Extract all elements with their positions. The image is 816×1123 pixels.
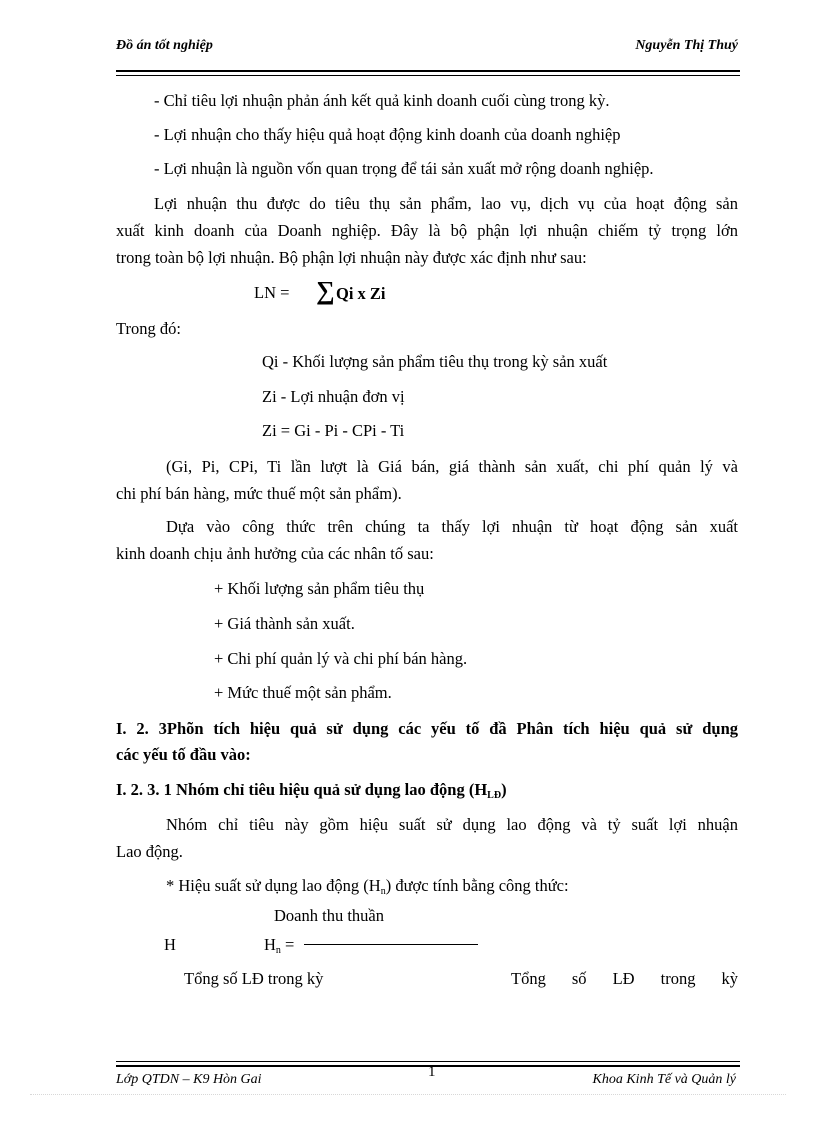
fraction-denominator-right: [511, 969, 738, 989]
factor-volume: + Khối lượng sản phẩm tiêu thụ: [214, 579, 425, 598]
bullet-profit-result: - Chỉ tiêu lợi nhuận phản ánh kết quả kinh doanh cuối cùng trong kỳ.: [154, 91, 610, 110]
fraction-lhs-h: H: [264, 935, 276, 954]
factor-expenses: + Chi phí quản lý và chi phí bán hàng.: [214, 649, 468, 668]
header-rule-top: [116, 70, 740, 72]
para3-line2: Lao động.: [116, 842, 183, 861]
def-z: Zi - Lợi nhuận đơn vị: [262, 387, 405, 406]
ln-formula-rhs: Qi x Zi: [336, 284, 386, 303]
denominator-word: kỳ: [721, 969, 738, 988]
header-rule-bottom: [116, 75, 740, 76]
bullet-profit-capital: - Lợi nhuận là nguồn vốn quan trọng để tái sản xuất mở rộng doanh nghiệp.: [154, 159, 654, 178]
denominator-word: LĐ: [612, 969, 635, 988]
footer-left: Lớp QTDN – K9 Hòn Gai: [116, 1072, 262, 1087]
fraction-lhs-sub: n: [275, 945, 281, 956]
para3-line1: Nhóm chỉ tiêu này gồm hiệu suất sử dụng lao động và tỷ suất lợi nhuận: [166, 815, 738, 834]
hn-intro-pre: * Hiệu suất sử dụng lao động (H: [166, 876, 381, 895]
footer-right: Khoa Kinh Tế và Quản lý: [592, 1072, 736, 1087]
para1-line2: xuất kinh doanh của Doanh nghiệp. Đây là bộ phận lợi nhuận chiếm tỷ trọng lớn: [116, 221, 738, 240]
sum-symbol: ∑: [316, 276, 335, 305]
heading-i231-text: I. 2. 3. 1 Nhóm chỉ tiêu hiệu quả sử dụng lao động (H: [116, 780, 488, 799]
heading-i23-line1: I. 2. 3Phõn tích hiệu quả sử dụng các yếu tố đầ Phân tích hiệu quả sử dụng: [116, 719, 738, 738]
heading-i23-line2: các yếu tố đầu vào:: [116, 745, 251, 764]
hn-intro-sub: n: [380, 886, 386, 897]
heading-i231: [116, 780, 507, 801]
def-eq: Zi = Gi - Pi - CPi - Ti: [262, 421, 405, 440]
hn-intro: [166, 876, 569, 897]
para1-line3: trong toàn bộ lợi nhuận. Bộ phận lợi nhuận này được xác định như sau:: [116, 248, 587, 267]
page-number: 1: [428, 1064, 436, 1080]
para2-line2: kinh doanh chịu ảnh hưởng của các nhân tố sau:: [116, 544, 434, 563]
note-line1: (Gi, Pi, CPi, Ti lần lượt là Giá bán, giá thành sản xuất, chi phí quản lý và: [166, 457, 738, 476]
footer-rule-top: [116, 1061, 740, 1062]
factor-cost: + Giá thành sản xuất.: [214, 614, 355, 633]
bullet-profit-efficiency: - Lợi nhuận cho thấy hiệu quả hoạt động kinh doanh của doanh nghiệp: [154, 125, 621, 144]
denominator-word: Tổng: [511, 969, 546, 988]
fraction-h-left: H: [164, 935, 176, 954]
header-right: Nguyễn Thị Thuý: [635, 38, 738, 53]
ln-formula-lhs: LN =: [254, 283, 290, 302]
fraction-bar: [304, 944, 478, 945]
page-bottom-dotted-edge: [30, 1094, 786, 1095]
factor-tax: + Mức thuế một sản phẩm.: [214, 683, 392, 702]
heading-i231-close: ): [501, 780, 507, 799]
trong-do-label: Trong đó:: [116, 319, 181, 338]
note-line2: chi phí bán hàng, mức thuế một sản phẩm).: [116, 484, 402, 503]
hn-intro-post: ) được tính bằng công thức:: [385, 876, 569, 895]
fraction-eq: =: [285, 935, 295, 954]
denominator-word: số: [571, 969, 587, 988]
para2-line1: Dựa vào công thức trên chúng ta thấy lợi nhuận từ hoạt động sản xuất: [166, 517, 738, 536]
def-q: Qi - Khối lượng sản phẩm tiêu thụ trong kỳ sản xuất: [262, 352, 608, 371]
header-left: Đồ án tốt nghiệp: [116, 38, 213, 53]
para1-line1: Lợi nhuận thu được do tiêu thụ sản phẩm, lao vụ, dịch vụ của hoạt động sản: [154, 194, 738, 213]
heading-i231-sub: LĐ: [487, 790, 502, 801]
fraction-numerator: Doanh thu thuần: [274, 906, 384, 925]
denominator-word: trong: [660, 969, 696, 988]
fraction-lhs: [264, 935, 294, 956]
fraction-denominator-left: Tổng số LĐ trong kỳ: [184, 969, 324, 988]
